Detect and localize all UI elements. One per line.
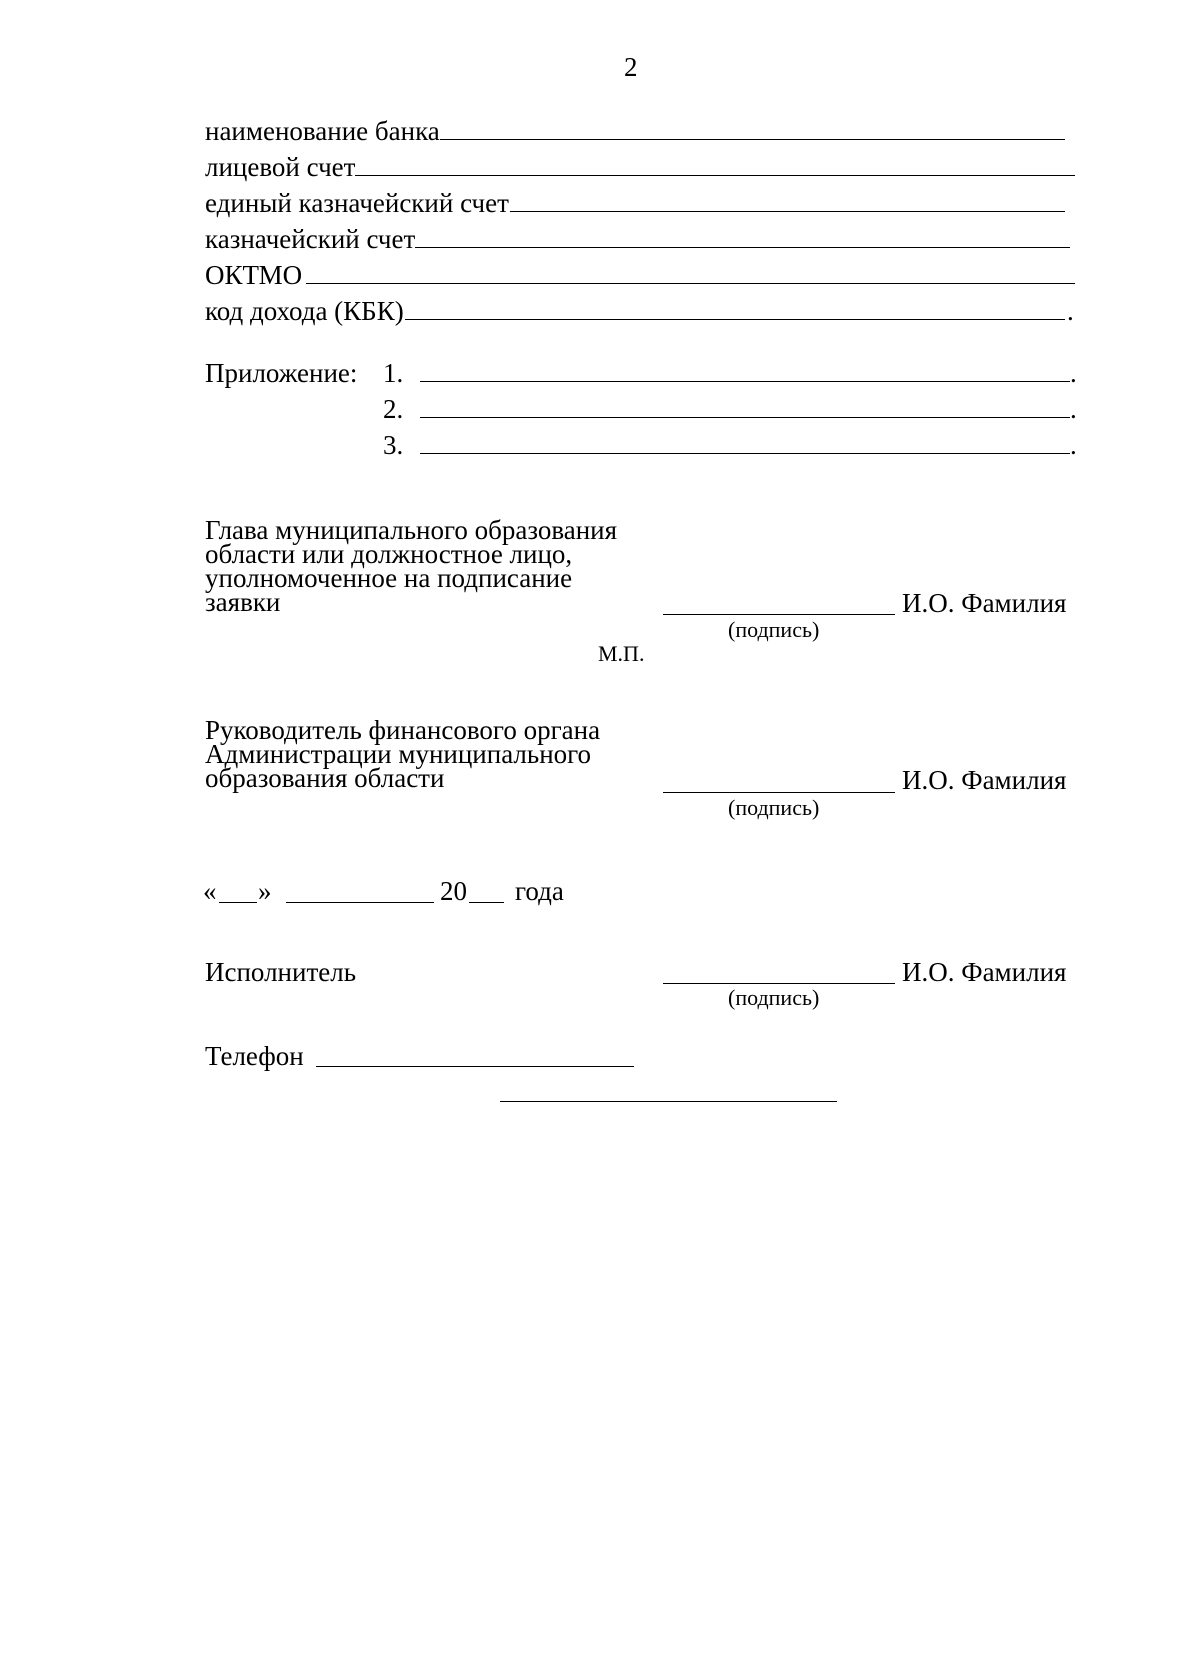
head-signatory-name: И.О. Фамилия bbox=[902, 588, 1067, 618]
income-code-label: код дохода (КБК) bbox=[205, 296, 404, 326]
head-position-title bbox=[205, 515, 618, 617]
finance-head-position-title bbox=[205, 715, 601, 793]
finance-head-signature-caption: (подпись) bbox=[728, 795, 820, 820]
attachment-period-1: . bbox=[1070, 358, 1077, 388]
date-month-field[interactable] bbox=[286, 902, 434, 903]
phone-label: Телефон bbox=[205, 1041, 304, 1071]
bank-name-label: наименование банка bbox=[205, 116, 440, 146]
executor-signature-caption: (подпись) bbox=[728, 985, 820, 1010]
finance-head-signatory-name: И.О. Фамилия bbox=[902, 765, 1067, 795]
executor-signature-line[interactable] bbox=[663, 983, 895, 984]
finance-head-signature-line[interactable] bbox=[663, 792, 895, 793]
unified-treasury-account-field[interactable] bbox=[510, 211, 1065, 212]
personal-account-field[interactable] bbox=[355, 175, 1075, 176]
head-signature-caption: (подпись) bbox=[728, 617, 820, 642]
phone-field[interactable] bbox=[316, 1066, 634, 1067]
attachments-label: Приложение: bbox=[205, 358, 358, 388]
attachment-field-3[interactable] bbox=[420, 453, 1070, 454]
finance-head-position-line-3: образования области bbox=[205, 763, 445, 793]
attachment-period-3: . bbox=[1070, 430, 1077, 460]
attachment-field-1[interactable] bbox=[420, 381, 1070, 382]
date-day-field[interactable] bbox=[219, 902, 257, 903]
attachment-field-2[interactable] bbox=[420, 417, 1070, 418]
oktmo-label: ОКТМО bbox=[205, 260, 303, 290]
seal-place-label: М.П. bbox=[598, 641, 645, 666]
date-open-quote: « bbox=[203, 876, 217, 906]
date-close-quote: » bbox=[258, 876, 272, 906]
bank-name-field[interactable] bbox=[440, 139, 1065, 140]
date-year-field[interactable] bbox=[469, 902, 504, 903]
oktmo-field[interactable] bbox=[306, 283, 1075, 284]
date-year-prefix: 20 bbox=[440, 876, 467, 906]
attachment-number-2: 2. bbox=[383, 394, 404, 424]
executor-label: Исполнитель bbox=[205, 957, 357, 987]
executor-name: И.О. Фамилия bbox=[902, 957, 1067, 987]
attachment-number-3: 3. bbox=[383, 430, 404, 460]
head-position-line-3: уполномоченное на подписание bbox=[205, 563, 573, 593]
attachment-number-1: 1. bbox=[383, 358, 404, 388]
income-code-period: . bbox=[1067, 296, 1074, 326]
income-code-field[interactable] bbox=[405, 319, 1065, 320]
treasury-account-label: казначейский счет bbox=[205, 224, 416, 254]
page-number: 2 bbox=[624, 52, 638, 82]
unified-treasury-account-label: единый казначейский счет bbox=[205, 188, 509, 218]
closing-divider bbox=[500, 1101, 837, 1102]
personal-account-label: лицевой счет bbox=[205, 152, 356, 182]
attachment-period-2: . bbox=[1070, 394, 1077, 424]
head-position-line-1: Глава муниципального образования bbox=[205, 515, 618, 545]
finance-head-position-line-2: Администрации муниципального bbox=[205, 739, 592, 769]
head-signature-line[interactable] bbox=[663, 614, 895, 615]
date-year-suffix: года bbox=[515, 876, 564, 906]
head-position-line-2: области или должностное лицо, bbox=[205, 539, 573, 569]
head-position-line-4: заявки bbox=[205, 587, 281, 617]
finance-head-position-line-1: Руководитель финансового органа bbox=[205, 715, 601, 745]
treasury-account-field[interactable] bbox=[415, 247, 1070, 248]
